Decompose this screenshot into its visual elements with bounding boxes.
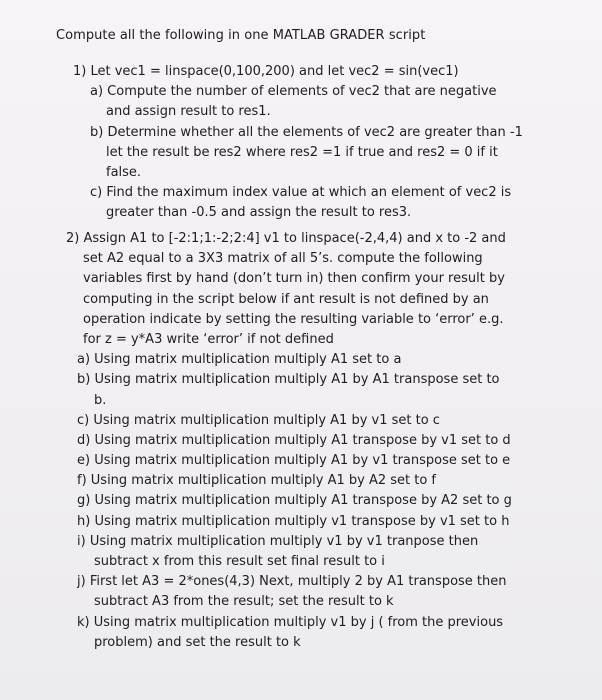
question-2-item-e [66, 451, 512, 471]
item-line: h) Using matrix multiplication multiply v1 transpose by v1 set to h [77, 513, 510, 529]
question-2-intro-line: computing in the script below if ant result is not defined by an [83, 291, 489, 307]
question-1-item-a [73, 82, 523, 122]
item-line: problem) and set the result to k [94, 634, 301, 650]
item-line: let the result be res2 where res2 =1 if true and res2 = 0 if it [106, 144, 498, 160]
question-2-item-b [66, 370, 512, 410]
item-line: b) Determine whether all the elements of vec2 are greater than -1 [90, 124, 523, 140]
item-line: d) Using matrix multiplication multiply A1 transpose by v1 set to d [77, 432, 511, 448]
item-line: a) Compute the number of elements of vec2 that are negative [90, 84, 497, 100]
item-line: subtract x from this result set final result to i [94, 554, 385, 569]
question-2-item-i [66, 532, 512, 572]
question-2 [66, 229, 512, 653]
item-line: b. [94, 392, 107, 408]
item-line: subtract A3 from the result; set the result to k [94, 594, 394, 610]
question-2-item-d [66, 431, 512, 451]
item-line: c) Using matrix multiplication multiply A1 by v1 set to c [77, 412, 440, 428]
item-line: b) Using matrix multiplication multiply A1 by A1 transpose set to [77, 372, 500, 388]
question-1-item-b [73, 123, 523, 184]
question-2-intro-line: operation indicate by setting the resulting variable to ‘error’ e.g. [83, 311, 504, 327]
item-line: and assign result to res1. [106, 104, 271, 120]
item-line: greater than -0.5 and assign the result to res3. [106, 205, 412, 221]
question-2-item-g [66, 491, 512, 511]
item-line: f) Using matrix multiplication multiply A1 by A2 set to f [77, 473, 437, 489]
question-1-item-c [73, 183, 523, 223]
item-line: false. [106, 164, 142, 180]
question-2-intro-line: variables first by hand (don’t turn in) then confirm your result by [83, 271, 505, 287]
question-2-item-a [66, 350, 512, 370]
document-title: Compute all the following in one MATLAB GRADER script [56, 28, 426, 43]
item-line: e) Using matrix multiplication multiply A1 by v1 transpose set to e [77, 453, 511, 469]
question-2-item-f [66, 471, 512, 491]
question-1-intro: 1) Let vec1 = linspace(0,100,200) and let vec2 = sin(vec1) [73, 64, 459, 79]
question-1 [73, 62, 523, 224]
question-2-intro-line: set A2 equal to a 3X3 matrix of all 5’s. compute the following [83, 251, 483, 267]
item-line: a) Using matrix multiplication multiply A1 set to a [77, 352, 402, 368]
question-2-intro-line: for z = y*A3 write ‘error’ if not defined [83, 331, 334, 347]
question-2-intro-line: 2) Assign A1 to [-2:1;1:-2;2:4] v1 to linspace(-2,4,4) and x to -2 and [66, 231, 506, 246]
item-line: i) Using matrix multiplication multiply v1 by v1 tranpose then [77, 533, 479, 549]
question-2-item-k [66, 613, 512, 653]
item-line: g) Using matrix multiplication multiply A1 transpose by A2 set to g [77, 493, 512, 509]
question-2-item-h [66, 512, 512, 532]
question-2-item-c [66, 411, 512, 431]
question-2-item-j [66, 572, 512, 612]
item-line: j) First let A3 = 2*ones(4,3) Next, multiply 2 by A1 transpose then [77, 574, 507, 590]
item-line: k) Using matrix multiplication multiply v1 by j ( from the previous [77, 614, 504, 630]
item-line: c) Find the maximum index value at which an element of vec2 is [90, 185, 512, 201]
